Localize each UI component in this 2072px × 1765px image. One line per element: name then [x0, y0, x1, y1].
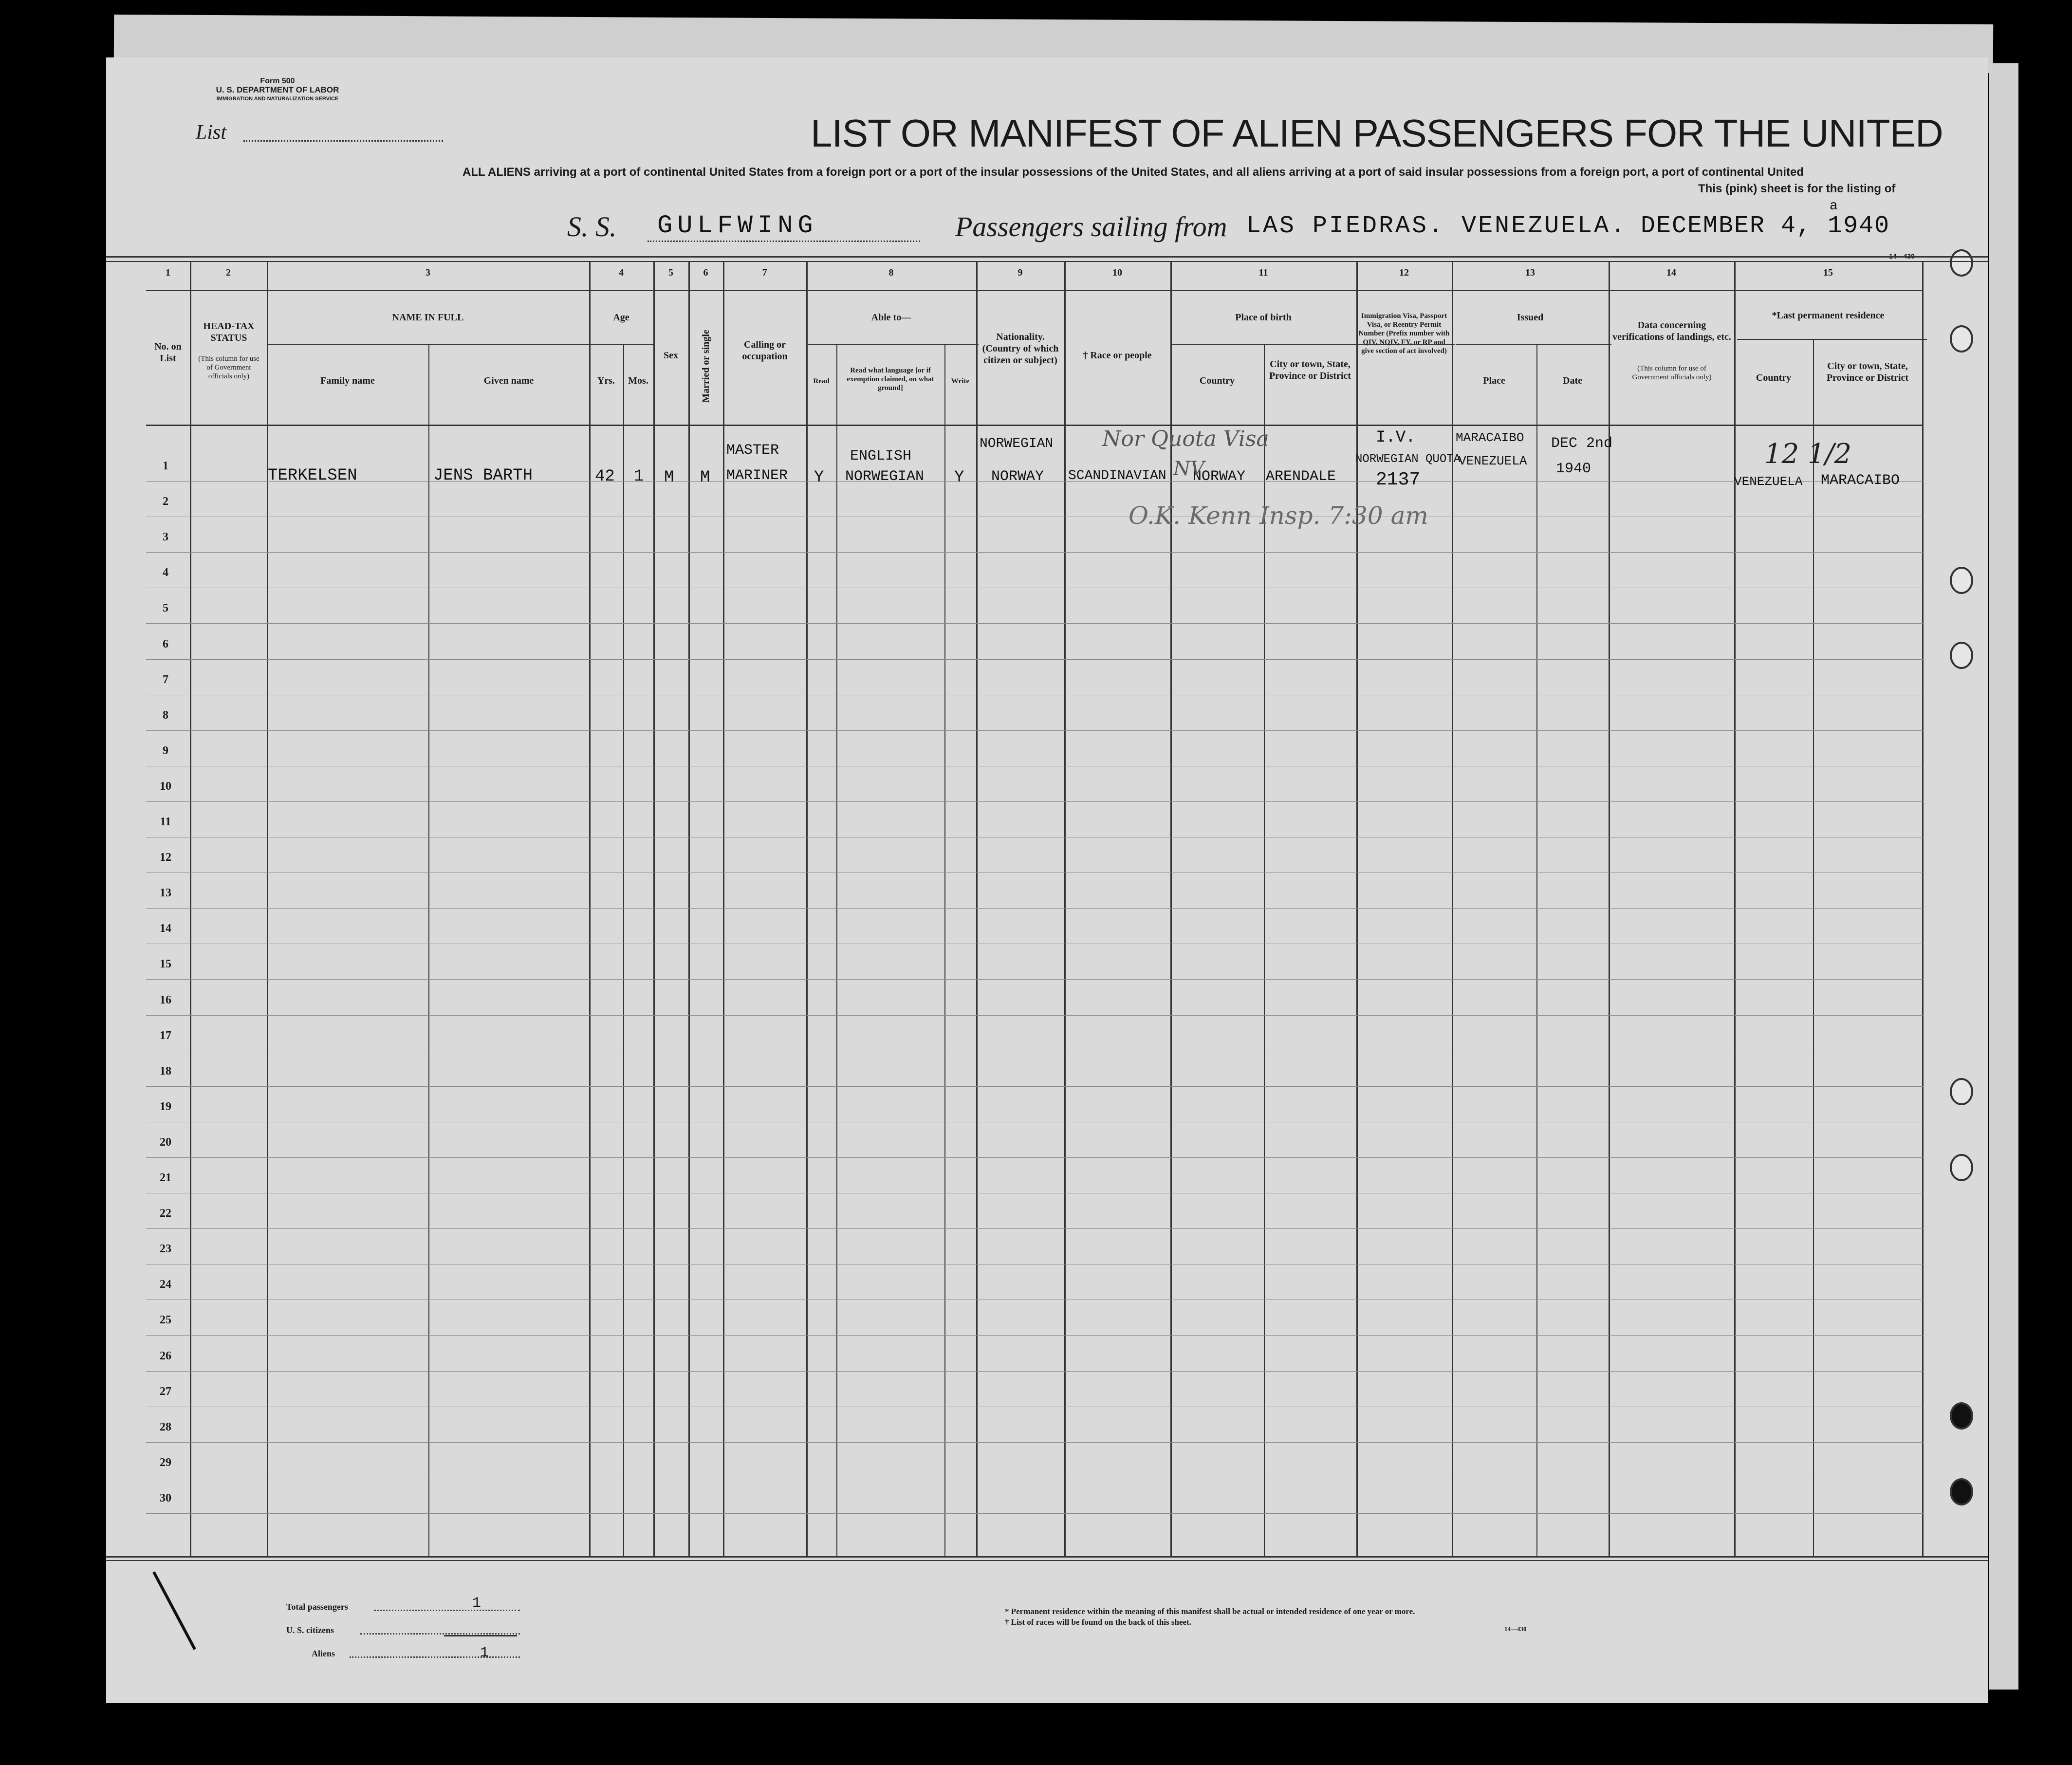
row-rule [146, 1015, 1923, 1016]
list-field-line [243, 140, 443, 142]
table-bottom-rule-2 [106, 1560, 1988, 1561]
punch-hole [1950, 642, 1973, 669]
punch-hole [1950, 567, 1973, 594]
row-rule [146, 659, 1923, 660]
col-divider [723, 261, 724, 1556]
header-last-residence: *Last permanent residence [1772, 310, 1885, 321]
ship-field-line [648, 241, 920, 242]
header-family-name: Family name [320, 375, 375, 386]
entry-residence-country: VENEZUELA [1734, 474, 1803, 489]
punch-hole [1950, 1154, 1973, 1181]
header-birth-country: Country [1199, 375, 1235, 386]
col-number-4: 4 [619, 267, 624, 278]
row-number: 30 [160, 1492, 171, 1505]
header-married-single: Married or single [701, 330, 711, 403]
row-rule [146, 1228, 1923, 1229]
header-head-tax-note: (This column for use of Government officials only) [198, 355, 259, 380]
entry-language-1: ENGLISH [850, 448, 912, 464]
col-divider [1536, 344, 1537, 1556]
entry-age-yrs: 42 [595, 467, 615, 486]
row-number: 29 [160, 1456, 171, 1469]
page-title: LIST OR MANIFEST OF ALIEN PASSENGERS FOR THE UNITED [811, 111, 1943, 155]
sailing-from: LAS PIEDRAS. VENEZUELA. [1246, 212, 1628, 240]
header-able-to: Able to— [871, 312, 911, 323]
total-passengers-label: Total passengers [286, 1602, 348, 1612]
table-top-rule [106, 256, 1988, 258]
header-issued-place: Place [1483, 375, 1505, 386]
row-number: 6 [163, 638, 168, 650]
age-subheader-rule [590, 344, 653, 345]
row-rule [146, 908, 1923, 909]
col-divider [836, 344, 837, 1556]
col-divider [1813, 339, 1814, 1556]
aliens-value: 1 [480, 1645, 489, 1661]
punch-hole [1950, 1402, 1973, 1430]
header-bottom-rule [146, 425, 1923, 426]
sailing-label: Passengers sailing from [955, 211, 1227, 242]
form-header [185, 77, 370, 103]
header-write: Write [951, 377, 970, 385]
subtitle-line-1: ALL ALIENS arriving at a port of continental United States from a foreign port or a port of the insular possessions of the United States, and all aliens arriving at a port of said insular possessions from a foreign port, a port of continental United [462, 166, 1804, 179]
col-number-10: 10 [1112, 267, 1122, 278]
footnote-residence: * Permanent residence within the meaning of this manifest shall be actual or intended residence of one year or more. [1005, 1607, 1415, 1616]
entry-issued-date-1: DEC 2nd [1551, 435, 1613, 452]
col-divider [1734, 261, 1736, 1556]
total-passengers-value: 1 [472, 1595, 481, 1612]
row-number: 25 [160, 1314, 171, 1326]
entry-nationality-2: NORWAY [991, 468, 1044, 485]
annotation-quota-visa: Nor Quota Visa [1102, 427, 1269, 451]
annotation-nv: NV [1173, 458, 1204, 480]
sailing-date: DECEMBER 4, 1940 [1641, 212, 1890, 240]
punch-hole [1950, 249, 1973, 277]
citizens-dots [360, 1633, 520, 1635]
header-age-yrs: Yrs. [597, 375, 615, 386]
row-number: 8 [163, 709, 168, 722]
entry-issued-place-1: MARACAIBO [1456, 430, 1524, 445]
entry-sex: M [664, 468, 674, 487]
entry-issued-date-2: 1940 [1556, 461, 1591, 477]
col-number-11: 11 [1258, 267, 1268, 278]
header-race: † Race or people [1083, 350, 1152, 361]
header-age-mos: Mos. [628, 375, 648, 386]
header-read: Read [813, 377, 830, 385]
entry-race: SCANDINAVIAN [1068, 468, 1166, 483]
col-divider [944, 344, 945, 1556]
manifest-sheet [106, 57, 1988, 1703]
citizens-dash [444, 1635, 517, 1636]
entry-visa-3: 2137 [1376, 469, 1421, 490]
aliens-label: Aliens [312, 1649, 335, 1658]
row-number: 16 [160, 994, 171, 1006]
annotation-fraction: 12 1/2 [1764, 438, 1852, 470]
col-divider [1170, 261, 1172, 1556]
col-number-15: 15 [1823, 267, 1833, 278]
col-number-5: 5 [668, 267, 673, 278]
col-divider [806, 261, 808, 1556]
row-number: 11 [160, 816, 171, 828]
row-number: 12 [160, 851, 171, 864]
col-number-14: 14 [1666, 267, 1676, 278]
col-divider [623, 344, 624, 1556]
row-rule [146, 979, 1923, 980]
col-number-12: 12 [1399, 267, 1409, 278]
col-number-13: 13 [1525, 267, 1535, 278]
header-residence-city: City or town, State, Province or District [1826, 361, 1909, 383]
entry-issued-place-2: VENEZUELA [1459, 454, 1527, 468]
row-number: 20 [160, 1136, 171, 1149]
row-number: 19 [160, 1100, 171, 1113]
header-nationality: Nationality. (Country of which citizen or subject) [982, 332, 1059, 366]
col-divider [267, 261, 268, 1556]
header-read-language: Read what language [or if exemption claimed, on what ground] [847, 367, 934, 392]
entry-residence-city: MARACAIBO [1821, 472, 1900, 489]
row-rule [146, 1086, 1923, 1087]
residence-subheader-rule [1737, 339, 1927, 340]
entry-given-name: JENS BARTH [433, 466, 533, 485]
row-rule [146, 1335, 1923, 1336]
header-issued: Issued [1517, 312, 1544, 323]
col-divider [428, 344, 429, 1556]
entry-occupation-2: MARINER [726, 467, 788, 484]
ship-name: GULFWING [657, 211, 818, 240]
ss-label: S. S. [567, 211, 617, 242]
entry-write: Y [954, 468, 964, 487]
next-sheet-edge [1989, 63, 2018, 1690]
row-number: 3 [163, 531, 168, 543]
col-divider [1609, 261, 1610, 1556]
header-occupation: Calling or occupation [742, 339, 788, 362]
row-number: 28 [160, 1421, 171, 1433]
entry-age-mos: 1 [634, 467, 644, 486]
header-name-in-full: NAME IN FULL [392, 312, 464, 323]
col-divider [1922, 261, 1924, 1556]
entry-nationality-1: NORWEGIAN [980, 436, 1054, 451]
entry-visa-1: I.V. [1376, 428, 1416, 447]
col-number-2: 2 [226, 267, 231, 278]
aliens-dots [350, 1656, 520, 1658]
row-rule [146, 1157, 1923, 1158]
punch-hole [1950, 1478, 1973, 1505]
issued-subheader-rule [1456, 344, 1611, 345]
punch-hole [1950, 1078, 1973, 1105]
col-number-9: 9 [1018, 267, 1023, 278]
header-given-name: Given name [483, 375, 534, 386]
header-issued-date: Date [1563, 375, 1582, 386]
row-number: 17 [160, 1029, 171, 1042]
header-visa: Immigration Visa, Passport Visa, or Reentry Permit Number (Prefix number with QIV, NQIV, FY, or RP and give section of act involved) [1358, 312, 1450, 355]
row-rule [146, 1371, 1923, 1372]
row-number: 10 [160, 780, 171, 793]
row-number: 27 [160, 1385, 171, 1398]
col-divider [190, 261, 191, 1556]
header-birth-city: City or town, State, Province or District [1269, 359, 1351, 381]
entry-married: M [700, 468, 710, 487]
row-rule [146, 801, 1923, 802]
service-name: IMMIGRATION AND NATURALIZATION SERVICE [216, 96, 339, 102]
col-divider [589, 261, 591, 1556]
row-number: 4 [163, 566, 168, 579]
subtitle-line-2: This (pink) sheet is for the listing of [1698, 182, 1896, 195]
list-label: List [196, 121, 227, 144]
annotation-inspector: O.K. Kenn Insp. 7:30 am [1128, 502, 1428, 530]
entry-family-name: TERKELSEN [268, 466, 357, 485]
row-number: 13 [160, 887, 171, 899]
row-number: 23 [160, 1243, 171, 1255]
entry-occupation-1: MASTER [726, 442, 779, 459]
col-divider [688, 261, 690, 1556]
col-divider [976, 261, 978, 1556]
footer-code: 14—430 [1504, 1625, 1527, 1633]
entry-birth-city: ARENDALE [1266, 468, 1336, 485]
entry-language-2: NORWEGIAN [845, 468, 925, 485]
entry-read: Y [814, 468, 824, 487]
row-number: 22 [160, 1207, 171, 1220]
row-rule [146, 1513, 1923, 1514]
row-number: 7 [163, 673, 168, 686]
table-top-rule-2 [106, 261, 1988, 262]
row-number: 9 [163, 744, 168, 757]
col-number-1: 1 [166, 267, 170, 278]
header-verification-note: (This column for use of Government officials only) [1632, 365, 1712, 381]
row-rule [146, 730, 1923, 731]
col-divider [1064, 261, 1066, 1556]
col-number-7: 7 [762, 267, 767, 278]
column-number-rule [146, 290, 1923, 291]
total-dots [374, 1610, 520, 1611]
col-number-6: 6 [703, 267, 708, 278]
row-rule [146, 623, 1923, 624]
header-place-of-birth: Place of birth [1235, 312, 1292, 323]
header-sex: Sex [664, 350, 678, 361]
entry-birth-country: NORWAY [1193, 468, 1246, 485]
row-number: 15 [160, 958, 171, 970]
row-number: 2 [163, 495, 168, 508]
row-number: 26 [160, 1350, 171, 1362]
row-number: 1 [163, 460, 168, 472]
department-name: U. S. DEPARTMENT OF LABOR [216, 85, 339, 94]
us-citizens-label: U. S. citizens [286, 1625, 334, 1635]
row-number: 21 [160, 1171, 171, 1184]
row-rule [146, 1442, 1923, 1443]
col-number-3: 3 [426, 267, 430, 278]
able-subheader-rule [808, 344, 979, 345]
header-age: Age [613, 312, 629, 323]
header-verification: Data concerning verifications of landings, etc. [1612, 320, 1731, 342]
footnote-races: † List of races will be found on the back of this sheet. [1005, 1617, 1191, 1627]
header-no-on-list: No. on List [154, 341, 182, 364]
date-mark: a [1830, 199, 1838, 214]
row-number: 14 [160, 922, 171, 935]
punch-hole [1950, 325, 1973, 353]
row-number: 24 [160, 1278, 171, 1291]
entry-visa-2: NORWEGIAN QUOTA [1355, 453, 1461, 466]
header-residence-country: Country [1756, 372, 1792, 383]
row-number: 18 [160, 1065, 171, 1078]
row-rule [146, 552, 1923, 553]
header-head-tax: HEAD-TAX STATUS [203, 321, 255, 343]
form-number: Form 500 [260, 77, 295, 85]
row-number: 5 [163, 602, 168, 614]
col-divider [653, 261, 655, 1556]
table-bottom-rule [106, 1556, 1988, 1558]
col-number-8: 8 [888, 267, 894, 278]
